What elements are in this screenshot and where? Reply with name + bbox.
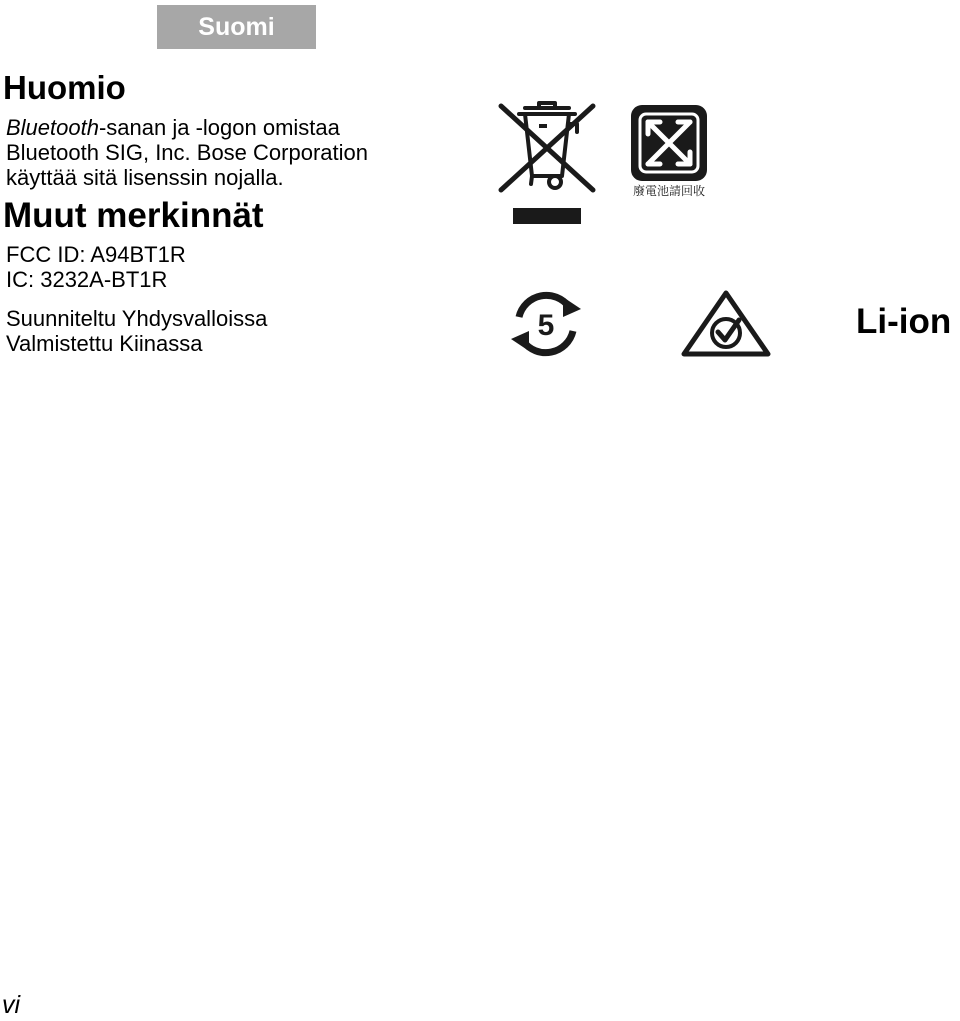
ic-id: IC: 3232A-BT1R xyxy=(6,267,168,292)
crossed-out-wheelie-bin-icon xyxy=(497,100,597,228)
efup-number: 5 xyxy=(537,309,555,342)
notice-line-3: käyttää sitä lisenssin nojalla. xyxy=(6,165,284,190)
made-in: Valmistettu Kiinassa xyxy=(6,331,203,356)
regulatory-compliance-mark-icon xyxy=(679,288,773,360)
other-markings-heading: Muut merkinnät xyxy=(3,196,264,235)
notice-paragraph xyxy=(6,115,368,190)
bluetooth-word: Bluetooth xyxy=(6,115,99,140)
notice-line-1 xyxy=(6,115,368,140)
notice-line-1-rest: -sanan ja -logon omistaa xyxy=(98,115,340,140)
regulatory-ids xyxy=(6,242,186,292)
li-ion-label: Li-ion xyxy=(856,302,952,341)
origin-info xyxy=(6,306,267,356)
fcc-id: FCC ID: A94BT1R xyxy=(6,242,186,267)
taiwan-recycle-caption: 廢電池請回收 xyxy=(632,184,706,198)
notice-line-2: Bluetooth SIG, Inc. Bose Corporation xyxy=(6,140,368,165)
environment-friendly-use-period-icon xyxy=(505,287,587,361)
notice-heading: Huomio xyxy=(3,69,126,106)
taiwan-battery-recycling-icon xyxy=(626,100,712,198)
designed-in: Suunniteltu Yhdysvalloissa xyxy=(6,306,268,331)
language-tab: Suomi xyxy=(157,5,316,49)
page-number: vi xyxy=(2,991,21,1019)
